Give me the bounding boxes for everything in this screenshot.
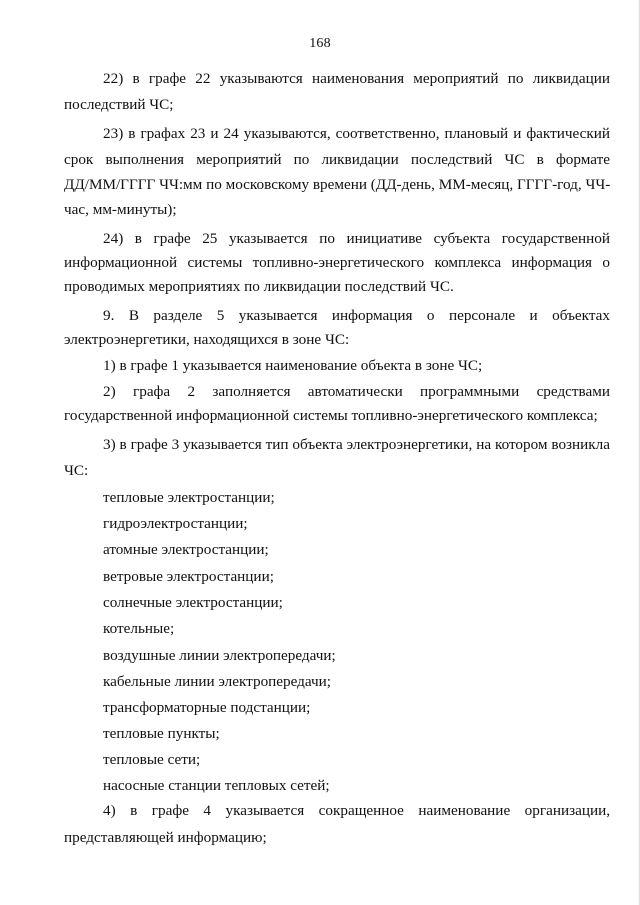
subitem-2-line-1: 2) графа 2 заполняется автоматически программными средствами — [103, 383, 610, 400]
paragraph-24-line-1: 24) в графе 25 указывается по инициативе субъекта государственной — [103, 230, 610, 247]
paragraph-22-line-1: 22) в графе 22 указываются наименования мероприятий по ликвидации — [103, 70, 610, 87]
subitem-2-line-2: государственной информационной системы топливно-энергетического комплекса; — [64, 407, 598, 424]
subitem-3-line-1: 3) в графе 3 указывается тип объекта электроэнергетики, на котором возникла — [103, 436, 610, 453]
page-number: 168 — [309, 36, 331, 51]
paragraph-24-line-3: проводимых мероприятиях по ликвидации последствий ЧС. — [64, 278, 454, 295]
object-type-item: кабельные линии электропередачи; — [103, 673, 332, 690]
paragraph-23-line-1: 23) в графах 23 и 24 указываются, соответственно, плановый и фактический — [103, 125, 610, 142]
subitem-3-line-2: ЧС: — [64, 462, 89, 479]
object-type-item: солнечные электростанции; — [103, 594, 283, 611]
subitem-4-line-1: 4) в графе 4 указывается сокращенное наименование организации, — [103, 802, 610, 819]
paragraph-23-line-4: час, мм-минуты); — [64, 201, 177, 218]
object-type-item: насосные станции тепловых сетей; — [103, 777, 330, 794]
object-type-item: трансформаторные подстанции; — [103, 699, 311, 716]
paragraph-23-line-3: ДД/ММ/ГГГГ ЧЧ:мм по московскому времени (ДД-день, ММ-месяц, ГГГГ-год, ЧЧ- — [64, 176, 611, 193]
paragraph-9-line-1: 9. В разделе 5 указывается информация о персонале и объектах — [103, 307, 610, 324]
paragraph-24-line-2: информационной системы топливно-энергетического комплекса информация о — [64, 254, 610, 271]
object-type-item: тепловые пункты; — [103, 725, 220, 742]
object-type-item: котельные; — [103, 620, 175, 637]
object-type-item: тепловые электростанции; — [103, 489, 275, 506]
subitem-1-line-1: 1) в графе 1 указывается наименование объекта в зоне ЧС; — [103, 357, 483, 374]
subitem-4-line-2: представляющей информацию; — [64, 829, 267, 846]
paragraph-22-line-2: последствий ЧС; — [64, 96, 174, 113]
object-type-item: тепловые сети; — [103, 751, 201, 768]
object-type-item: атомные электростанции; — [103, 541, 269, 558]
object-type-item: гидроэлектростанции; — [103, 515, 248, 532]
object-type-item: воздушные линии электропередачи; — [103, 647, 336, 664]
paragraph-9-line-2: электроэнергетики, находящихся в зоне ЧС: — [64, 331, 350, 348]
paragraph-23-line-2: срок выполнения мероприятий по ликвидации последствий ЧС в формате — [64, 151, 610, 168]
object-type-item: ветровые электростанции; — [103, 568, 274, 585]
